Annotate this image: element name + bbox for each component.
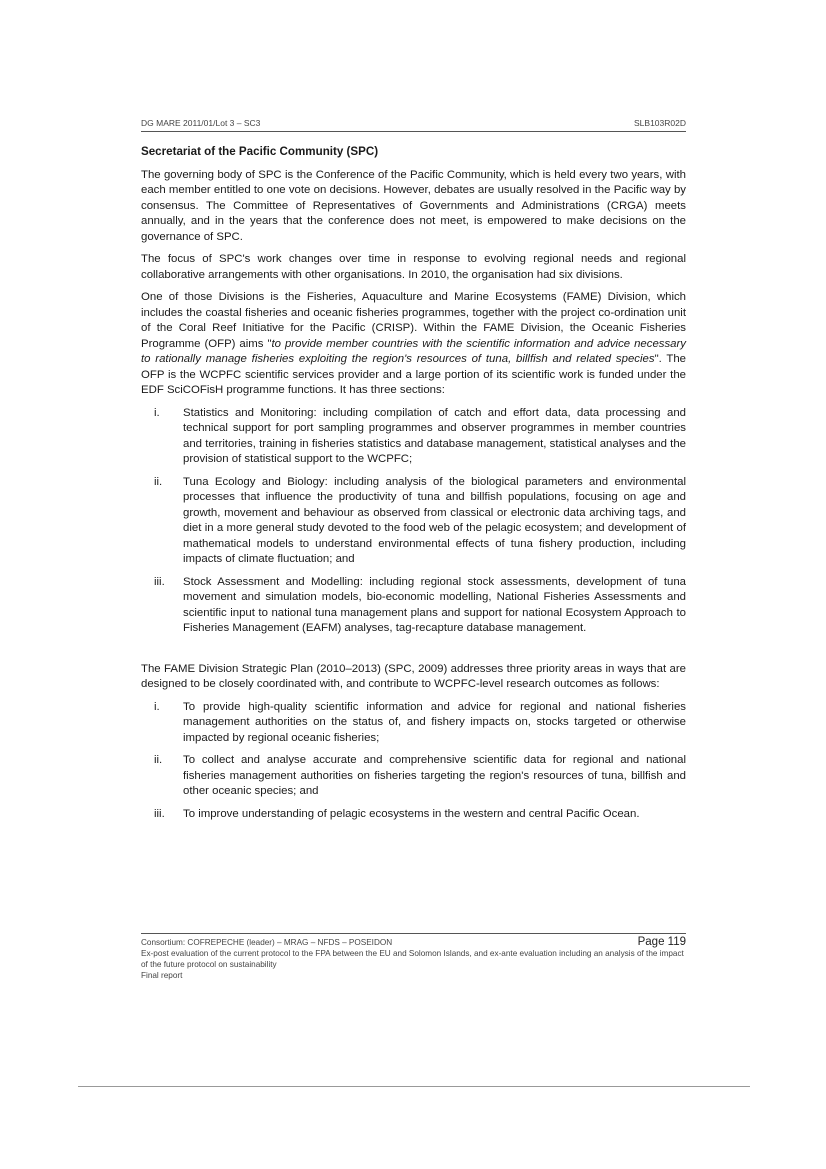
paragraph-focus: The focus of SPC's work changes over time in response to evolving regional needs and regional collaborative arrangements with other organisations. In 2010, the organisation had six divisions. xyxy=(141,253,686,281)
list-item-text: Tuna Ecology and Biology: including analysis of the biological parameters and environmental processes that influence the productivity of tuna and billfish populations, focusing on age and growth, movement and behaviour as observed from classical or electronic data archiving tags, and diet in a more general study devoted to the food web of the pelagic ecosystem; and development of mathematical models to understand environmental effects of tuna fishery production, including impacts of climate fluctuation; and xyxy=(183,475,686,565)
footer-consortium: Consortium: COFREPECHE (leader) – MRAG – NFDS – POSEIDON xyxy=(141,938,393,947)
list-item xyxy=(141,406,686,468)
list-item-number: i. xyxy=(154,406,160,419)
page-bottom-divider xyxy=(78,1086,750,1087)
page-number: Page 119 xyxy=(637,936,686,948)
ofp-aim-quote: to provide member countries with the scientific information and advice necessary to rationally manage fisheries exploiting the region's resources of tuna, billfish and related species xyxy=(141,337,686,365)
page-body xyxy=(141,144,686,831)
list-item-number: iii. xyxy=(154,575,165,588)
list-item xyxy=(141,753,686,800)
list-item-text: To provide high-quality scientific information and advice for regional and national fisheries management authorities on the status of, and fishery impacts on, stocks targeted or otherwise impacted by regional oceanic fisheries; xyxy=(183,700,686,744)
paragraph-fame-text-end: ". The OFP is the WCPFC scientific services provider and a large portion of its scientific work is funded under the EDF SciCOFisH programme functions. It has three sections: xyxy=(141,353,686,396)
list-item xyxy=(141,807,686,823)
priority-areas-list xyxy=(141,700,686,823)
section-heading: Secretariat of the Pacific Community (SPC) xyxy=(141,145,379,158)
list-item-number: ii. xyxy=(154,754,163,766)
list-item xyxy=(141,575,686,637)
footer-report-type: Final report xyxy=(141,971,183,980)
paragraph-governance: The governing body of SPC is the Conference of the Pacific Community, which is held every two years, with each member entitled to one vote on decisions. However, debates are usually resolved in the Pacific way by consensus. The Committee of Representatives of Governments and Administrations (CRGA) meets annually, and in the years that the conference does not meet, is empowered to make decisions on the governance of SPC. xyxy=(141,168,686,243)
header-document-code: SLB103R02D xyxy=(634,118,686,128)
list-item-text: To improve understanding of pelagic ecosystems in the western and central Pacific Ocean. xyxy=(183,807,640,820)
footer-top-row xyxy=(141,937,686,948)
paragraph-strategic-plan: The FAME Division Strategic Plan (2010–2013) (SPC, 2009) addresses three priority areas in ways that are designed to be closely coordinated with, and contribute to WCPFC-level research outcomes as follows: xyxy=(141,662,686,690)
list-item-number: ii. xyxy=(154,475,163,488)
running-header xyxy=(141,118,686,132)
list-item xyxy=(141,475,686,568)
list-item-number: i. xyxy=(154,700,160,713)
footer-description: Ex-post evaluation of the current protocol to the FPA between the EU and Solomon Islands, and ex-ante evaluation including an analysis of the impact of the future protocol on sustainability xyxy=(141,949,684,969)
paragraph-fame-text-start: One of those Divisions is the Fisheries, Aquaculture and Marine Ecosystems (FAME) Division, which includes the coastal fisheries and oceanic fisheries programmes, together with the project co-ordination unit of the Coral Reef Initiative for the Pacific (CRISP). Within the FAME Division, the Oceanic Fisheries Programme (OFP) aims " xyxy=(141,291,686,350)
list-item-number: iii. xyxy=(154,807,165,820)
page-footer xyxy=(141,933,686,981)
ofp-sections-list xyxy=(141,406,686,637)
list-item xyxy=(141,700,686,747)
spacer xyxy=(141,646,686,662)
list-item-text: Statistics and Monitoring: including compilation of catch and effort data, data processing and technical support for port sampling programmes and observer programmes in member countries and territories, training in fisheries statistics and database management, statistical analyses and the provision of statistical support to the WCPFC; xyxy=(183,406,686,465)
header-reference: DG MARE 2011/01/Lot 3 – SC3 xyxy=(141,118,261,128)
list-item-text: To collect and analyse accurate and comprehensive scientific data for regional and national fisheries management authorities on fisheries targeting the region's resources of tuna, billfish and other oceanic species; and xyxy=(183,754,686,797)
list-item-text: Stock Assessment and Modelling: including regional stock assessments, development of tuna movement and simulation models, bio-economic modelling, National Fisheries Assessments and scientific input to national tuna management plans and support for national Ecosystem Approach to Fisheries Management (EAFM) analyses, tag-recapture database management. xyxy=(183,575,686,634)
paragraph-fame-division xyxy=(141,290,686,399)
